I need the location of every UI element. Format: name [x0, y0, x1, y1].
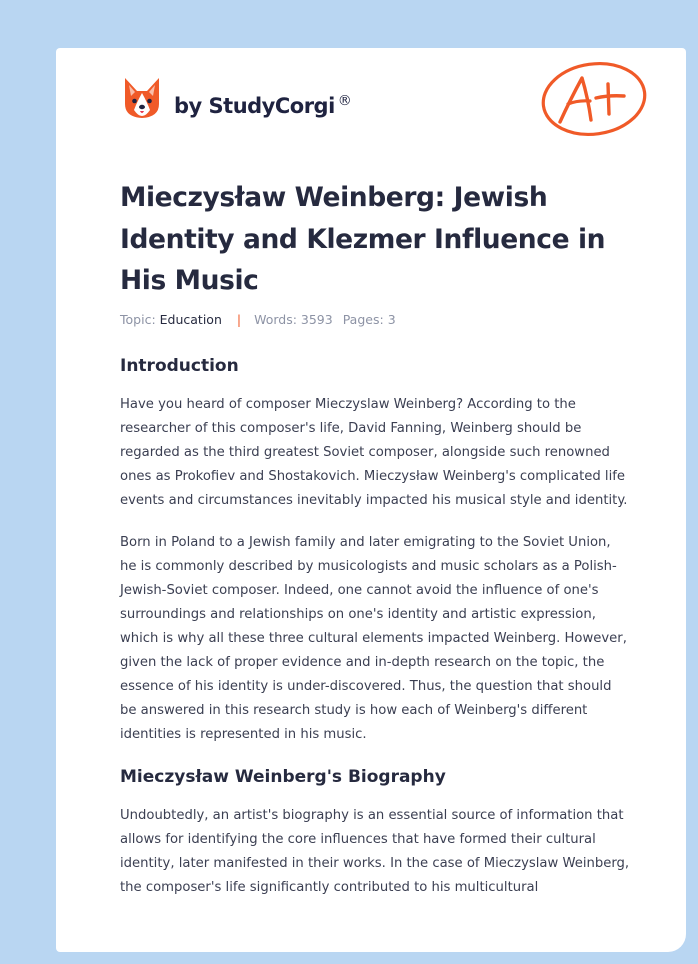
- article-title: Mieczysław Weinberg: Jewish Identity and Klezmer Influence in His Music: [120, 182, 606, 296]
- section-heading-biography: Mieczysław Weinberg's Biography: [120, 767, 446, 787]
- pages-label: Pages:: [342, 312, 384, 327]
- words-count: 3593: [300, 312, 333, 327]
- pages-count: 3: [387, 312, 396, 327]
- paragraph: Undoubtedly, an artist's biography is an essential source of information that allows for identifying the core influences that have formed their cultural identity, later manifested in their works. In the case of Mieczyslaw Weinberg, the composer's life significantly contributed to his multicultural: [120, 808, 630, 895]
- brand-name: by StudyCorgi ®: [174, 92, 352, 118]
- studycorgi-logo[interactable]: [122, 76, 351, 120]
- article-meta: [120, 312, 396, 327]
- document-card: [56, 48, 686, 952]
- a-plus-grade-icon: [538, 58, 648, 140]
- paragraph: Born in Poland to a Jewish family and later emigrating to the Soviet Union, he is commonly described by musicologists and music scholars as a Polish-Jewish-Soviet composer. Indeed, one cannot avoid the influence of one's surroundings and relationships on one's identity and artistic expression, which is why all these three cultural elements impacted Weinberg. However, given the lack of proper evidence and in-depth research on the topic, the essence of his identity is under-discovered. Thus, the question that should be answered in this research study is how each of Weinberg's different identities is represented in his music.: [120, 535, 627, 742]
- corgi-logo-icon: [122, 76, 162, 120]
- meta-separator: |: [236, 312, 242, 327]
- article-body: [120, 354, 630, 900]
- topic-label: Topic:: [120, 312, 156, 327]
- words-label: Words:: [254, 312, 297, 327]
- topic-link[interactable]: Education: [159, 312, 222, 327]
- paragraph: Have you heard of composer Mieczyslaw Weinberg? According to the researcher of this composer's life, David Fanning, Weinberg should be regarded as the third greatest Soviet composer, alongside such renowned ones as Prokofiev and Shostakovich. Mieczysław Weinberg's complicated life events and circumstances inevitably impacted his musical style and identity.: [120, 397, 628, 508]
- section-heading-introduction: Introduction: [120, 356, 239, 376]
